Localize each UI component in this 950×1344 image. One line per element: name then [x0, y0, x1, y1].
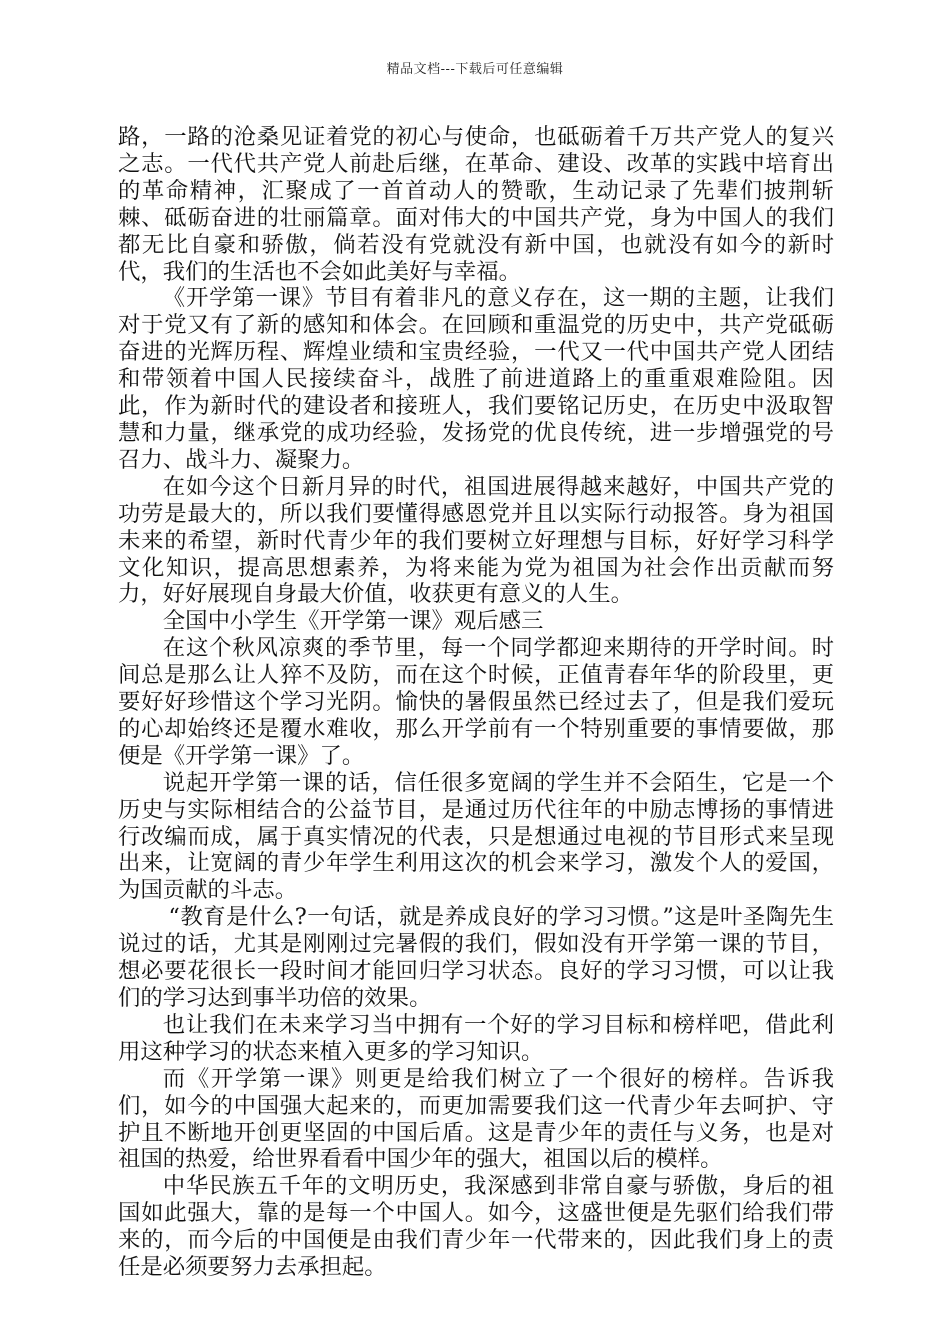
page-header: 精品文档---下载后可任意编辑: [386, 62, 564, 77]
paragraph: 也让我们在未来学习当中拥有一个好的学习目标和榜样吧，借此利用这种学习的状态来植入更多的学习知识。: [118, 1011, 834, 1065]
paragraph: 在如今这个日新月异的时代，祖国进展得越来越好，中国共产党的功劳是最大的，所以我们要懂得感恩党并且以实际行动报答。身为祖国未来的希望，新时代青少年的我们要树立好理想与目标，好好学习科学文化知识，提高思想素养，为将来能为党为祖国为社会作出贡献而努力，好好展现自身最大价值，收获更有意义的人生。: [118, 473, 834, 608]
section-heading: 全国中小学生《开学第一课》观后感三: [162, 608, 544, 635]
paragraph-continuation: 路，一路的沧桑见证着党的初心与使命，也砥砺着千万共产党人的复兴之志。一代代共产党人前赴后继，在革命、建设、改革的实践中培育出的革命精神，汇聚成了一首首动人的赞歌，生动记录了先辈们披荆斩棘、砥砺奋进的壮丽篇章。面对伟大的中国共产党，身为中国人的我们都无比自豪和骄傲，倘若没有党就没有新中国，也就没有如今的新时代，我们的生活也不会如此美好与幸福。: [118, 124, 834, 285]
paragraph-quote: “教育是什么?一句话，就是养成良好的学习习惯。”这是叶圣陶先生说过的话，尤其是刚刚过完暑假的我们，假如没有开学第一课的节目，想必要花很长一段时间才能回归学习状态。良好的学习习惯，可以让我们的学习达到事半功倍的效果。: [118, 904, 834, 1011]
paragraph: 在这个秋风凉爽的季节里，每一个同学都迎来期待的开学时间。时间总是那么让人猝不及防，而在这个时候，正值青春年华的阶段里，更要好好珍惜这个学习光阴。愉快的暑假虽然已经过去了，但是我们爱玩的心却始终还是覆水难收，那么开学前有一个特别重要的事情要做，那便是《开学第一课》了。: [118, 635, 834, 769]
paragraph: 而《开学第一课》则更是给我们树立了一个很好的榜样。告诉我们，如今的中国强大起来的，而更加需要我们这一代青少年去呵护、守护且不断地开创更坚固的中国后盾。这是青少年的责任与义务，也是对祖国的热爱，给世界看看中国少年的强大，祖国以后的模样。: [118, 1065, 834, 1173]
paragraph: 说起开学第一课的话，信任很多宽阔的学生并不会陌生，它是一个历史与实际相结合的公益节目，是通过历代往年的中励志博扬的事情进行改编而成，属于真实情况的代表，只是想通过电视的节目形式来呈现出来，让宽阔的青少年学生利用这次的机会来学习，激发个人的爱国，为国贡献的斗志。: [118, 769, 834, 904]
paragraph: 中华民族五千年的文明历史，我深感到非常自豪与骄傲，身后的祖国如此强大，靠的是每一个中国人。如今，这盛世便是先驱们给我们带来的，而今后的中国便是由我们青少年一代带来的，因此我们身上的责任是必须要努力去承担起。: [118, 1173, 834, 1281]
document-body: [118, 124, 834, 1281]
paragraph: 《开学第一课》节目有着非凡的意义存在，这一期的主题，让我们对于党又有了新的感知和体会。在回顾和重温党的历史中，共产党砥砺奋进的光辉历程、辉煌业绩和宝贵经验，一代又一代中国共产党人团结和带领着中国人民接续奋斗，战胜了前进道路上的重重艰难险阻。因此，作为新时代的建设者和接班人，我们要铭记历史，在历史中汲取智慧和力量，继承党的成功经验，发扬党的优良传统，进一步增强党的号召力、战斗力、凝聚力。: [118, 285, 834, 473]
